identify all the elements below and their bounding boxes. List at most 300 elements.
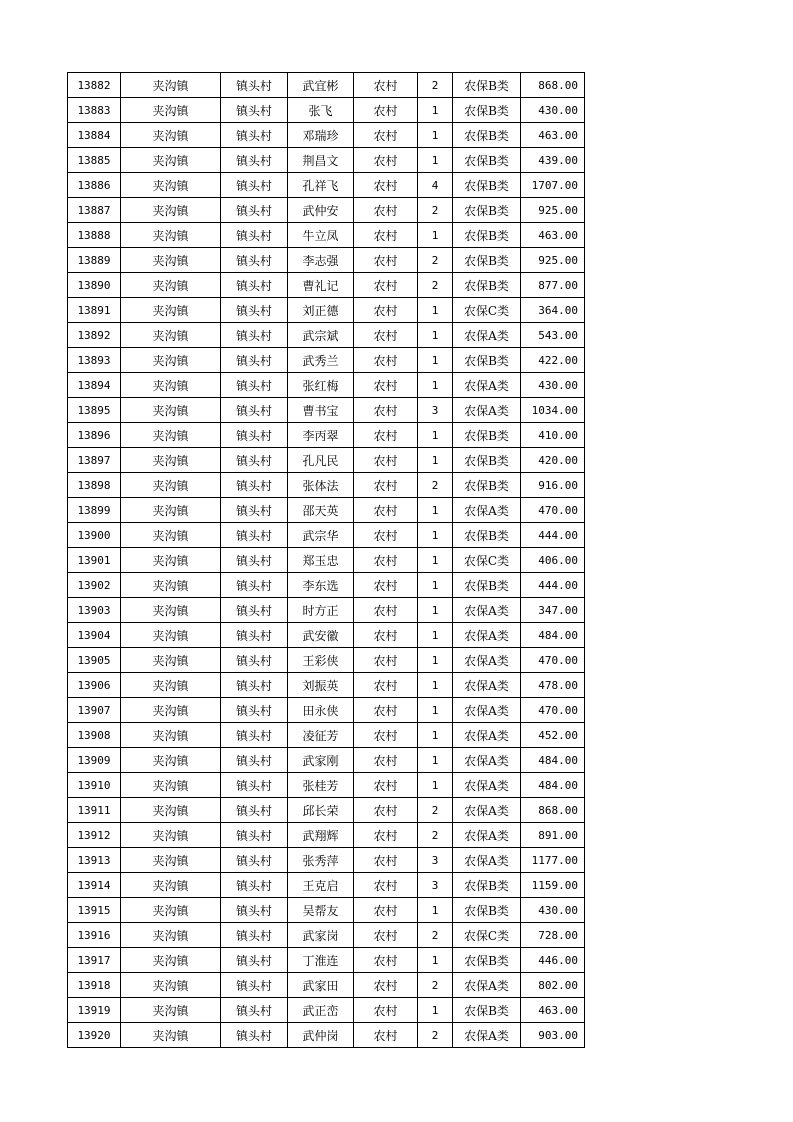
person-name-cell: 吴帮友 (288, 898, 354, 923)
record-id-cell: 13915 (68, 898, 121, 923)
household-type-cell: 农村 (354, 173, 418, 198)
village-cell: 镇头村 (221, 798, 288, 823)
member-count-cell: 2 (418, 73, 453, 98)
record-id-cell: 13916 (68, 923, 121, 948)
town-cell: 夹沟镇 (121, 173, 221, 198)
record-id-cell: 13904 (68, 623, 121, 648)
village-cell: 镇头村 (221, 498, 288, 523)
town-cell: 夹沟镇 (121, 123, 221, 148)
insurance-category-cell: 农保A类 (453, 823, 521, 848)
amount-cell: 364.00 (521, 298, 585, 323)
table-row (68, 273, 585, 298)
village-cell: 镇头村 (221, 848, 288, 873)
insurance-category-cell: 农保A类 (453, 698, 521, 723)
insurance-category-cell: 农保A类 (453, 323, 521, 348)
amount-cell: 430.00 (521, 98, 585, 123)
village-cell: 镇头村 (221, 748, 288, 773)
person-name-cell: 武宗斌 (288, 323, 354, 348)
table-row (68, 823, 585, 848)
record-id-cell: 13913 (68, 848, 121, 873)
household-type-cell: 农村 (354, 348, 418, 373)
person-name-cell: 刘正德 (288, 298, 354, 323)
member-count-cell: 1 (418, 948, 453, 973)
town-cell: 夹沟镇 (121, 98, 221, 123)
household-type-cell: 农村 (354, 873, 418, 898)
member-count-cell: 4 (418, 173, 453, 198)
table-row (68, 473, 585, 498)
member-count-cell: 1 (418, 723, 453, 748)
household-type-cell: 农村 (354, 948, 418, 973)
town-cell: 夹沟镇 (121, 298, 221, 323)
record-id-cell: 13920 (68, 1023, 121, 1048)
town-cell: 夹沟镇 (121, 973, 221, 998)
member-count-cell: 1 (418, 773, 453, 798)
record-id-cell: 13897 (68, 448, 121, 473)
insurance-category-cell: 农保B类 (453, 273, 521, 298)
town-cell: 夹沟镇 (121, 773, 221, 798)
household-type-cell: 农村 (354, 723, 418, 748)
household-type-cell: 农村 (354, 848, 418, 873)
insurance-category-cell: 农保B类 (453, 423, 521, 448)
village-cell: 镇头村 (221, 248, 288, 273)
household-type-cell: 农村 (354, 523, 418, 548)
member-count-cell: 1 (418, 573, 453, 598)
insurance-category-cell: 农保B类 (453, 873, 521, 898)
amount-cell: 925.00 (521, 198, 585, 223)
household-type-cell: 农村 (354, 123, 418, 148)
member-count-cell: 1 (418, 548, 453, 573)
insurance-category-cell: 农保A类 (453, 648, 521, 673)
insurance-category-cell: 农保A类 (453, 1023, 521, 1048)
village-cell: 镇头村 (221, 173, 288, 198)
person-name-cell: 张秀萍 (288, 848, 354, 873)
person-name-cell: 张飞 (288, 98, 354, 123)
person-name-cell: 凌征芳 (288, 723, 354, 748)
record-id-cell: 13908 (68, 723, 121, 748)
record-id-cell: 13900 (68, 523, 121, 548)
member-count-cell: 3 (418, 873, 453, 898)
table-row (68, 98, 585, 123)
amount-cell: 410.00 (521, 423, 585, 448)
person-name-cell: 武秀兰 (288, 348, 354, 373)
person-name-cell: 王克启 (288, 873, 354, 898)
insurance-category-cell: 农保A类 (453, 623, 521, 648)
amount-cell: 543.00 (521, 323, 585, 348)
record-id-cell: 13917 (68, 948, 121, 973)
record-id-cell: 13892 (68, 323, 121, 348)
amount-cell: 484.00 (521, 623, 585, 648)
town-cell: 夹沟镇 (121, 398, 221, 423)
table-row (68, 873, 585, 898)
table-row (68, 798, 585, 823)
household-type-cell: 农村 (354, 998, 418, 1023)
table-row (68, 1023, 585, 1048)
village-cell: 镇头村 (221, 348, 288, 373)
record-id-cell: 13893 (68, 348, 121, 373)
insurance-category-cell: 农保A类 (453, 498, 521, 523)
insurance-category-cell: 农保B类 (453, 573, 521, 598)
record-id-cell: 13886 (68, 173, 121, 198)
person-name-cell: 张体法 (288, 473, 354, 498)
insurance-category-cell: 农保A类 (453, 773, 521, 798)
household-type-cell: 农村 (354, 148, 418, 173)
record-id-cell: 13914 (68, 873, 121, 898)
village-cell: 镇头村 (221, 1023, 288, 1048)
household-type-cell: 农村 (354, 298, 418, 323)
town-cell: 夹沟镇 (121, 898, 221, 923)
person-name-cell: 丁淮连 (288, 948, 354, 973)
person-name-cell: 武安徽 (288, 623, 354, 648)
amount-cell: 406.00 (521, 548, 585, 573)
household-type-cell: 农村 (354, 498, 418, 523)
village-cell: 镇头村 (221, 698, 288, 723)
person-name-cell: 武仲安 (288, 198, 354, 223)
table-row (68, 573, 585, 598)
person-name-cell: 武正峦 (288, 998, 354, 1023)
insurance-category-cell: 农保A类 (453, 973, 521, 998)
record-id-cell: 13901 (68, 548, 121, 573)
amount-cell: 463.00 (521, 123, 585, 148)
village-cell: 镇头村 (221, 598, 288, 623)
member-count-cell: 1 (418, 673, 453, 698)
village-cell: 镇头村 (221, 223, 288, 248)
insurance-category-cell: 农保A类 (453, 373, 521, 398)
insurance-category-cell: 农保A类 (453, 798, 521, 823)
member-count-cell: 1 (418, 648, 453, 673)
insurance-category-cell: 农保B类 (453, 98, 521, 123)
village-cell: 镇头村 (221, 398, 288, 423)
household-type-cell: 农村 (354, 673, 418, 698)
village-cell: 镇头村 (221, 873, 288, 898)
record-id-cell: 13910 (68, 773, 121, 798)
amount-cell: 463.00 (521, 998, 585, 1023)
person-name-cell: 孔祥飞 (288, 173, 354, 198)
member-count-cell: 2 (418, 273, 453, 298)
member-count-cell: 1 (418, 98, 453, 123)
household-type-cell: 农村 (354, 323, 418, 348)
member-count-cell: 3 (418, 848, 453, 873)
table-row (68, 398, 585, 423)
household-type-cell: 农村 (354, 923, 418, 948)
village-cell: 镇头村 (221, 573, 288, 598)
amount-cell: 439.00 (521, 148, 585, 173)
data-table (67, 72, 585, 1048)
person-name-cell: 武家岗 (288, 923, 354, 948)
town-cell: 夹沟镇 (121, 273, 221, 298)
record-id-cell: 13899 (68, 498, 121, 523)
amount-cell: 877.00 (521, 273, 585, 298)
person-name-cell: 郑玉忠 (288, 548, 354, 573)
record-id-cell: 13903 (68, 598, 121, 623)
household-type-cell: 农村 (354, 973, 418, 998)
member-count-cell: 1 (418, 623, 453, 648)
person-name-cell: 李志强 (288, 248, 354, 273)
amount-cell: 925.00 (521, 248, 585, 273)
town-cell: 夹沟镇 (121, 1023, 221, 1048)
town-cell: 夹沟镇 (121, 598, 221, 623)
village-cell: 镇头村 (221, 998, 288, 1023)
member-count-cell: 1 (418, 998, 453, 1023)
insurance-category-cell: 农保B类 (453, 148, 521, 173)
village-cell: 镇头村 (221, 298, 288, 323)
table-row (68, 523, 585, 548)
town-cell: 夹沟镇 (121, 573, 221, 598)
household-type-cell: 农村 (354, 73, 418, 98)
person-name-cell: 田永侠 (288, 698, 354, 723)
amount-cell: 463.00 (521, 223, 585, 248)
village-cell: 镇头村 (221, 523, 288, 548)
person-name-cell: 邵天英 (288, 498, 354, 523)
amount-cell: 868.00 (521, 73, 585, 98)
record-id-cell: 13883 (68, 98, 121, 123)
table-row (68, 173, 585, 198)
table-row (68, 198, 585, 223)
amount-cell: 430.00 (521, 898, 585, 923)
person-name-cell: 武宗华 (288, 523, 354, 548)
record-id-cell: 13906 (68, 673, 121, 698)
person-name-cell: 孔凡民 (288, 448, 354, 473)
person-name-cell: 张红梅 (288, 373, 354, 398)
household-type-cell: 农村 (354, 198, 418, 223)
table-row (68, 123, 585, 148)
table-body (68, 73, 585, 1048)
table-row (68, 948, 585, 973)
amount-cell: 347.00 (521, 598, 585, 623)
village-cell: 镇头村 (221, 948, 288, 973)
member-count-cell: 2 (418, 198, 453, 223)
household-type-cell: 农村 (354, 548, 418, 573)
town-cell: 夹沟镇 (121, 798, 221, 823)
record-id-cell: 13907 (68, 698, 121, 723)
household-type-cell: 农村 (354, 398, 418, 423)
table-row (68, 548, 585, 573)
amount-cell: 444.00 (521, 573, 585, 598)
person-name-cell: 武宜彬 (288, 73, 354, 98)
person-name-cell: 荆昌文 (288, 148, 354, 173)
household-type-cell: 农村 (354, 1023, 418, 1048)
member-count-cell: 2 (418, 923, 453, 948)
record-id-cell: 13911 (68, 798, 121, 823)
record-id-cell: 13902 (68, 573, 121, 598)
table-row (68, 448, 585, 473)
person-name-cell: 李丙翠 (288, 423, 354, 448)
person-name-cell: 武家田 (288, 973, 354, 998)
insurance-category-cell: 农保B类 (453, 123, 521, 148)
village-cell: 镇头村 (221, 823, 288, 848)
member-count-cell: 1 (418, 148, 453, 173)
table-row (68, 673, 585, 698)
record-id-cell: 13884 (68, 123, 121, 148)
household-type-cell: 农村 (354, 798, 418, 823)
insurance-category-cell: 农保A类 (453, 673, 521, 698)
insurance-category-cell: 农保A类 (453, 598, 521, 623)
member-count-cell: 2 (418, 798, 453, 823)
village-cell: 镇头村 (221, 673, 288, 698)
record-id-cell: 13909 (68, 748, 121, 773)
household-type-cell: 农村 (354, 748, 418, 773)
amount-cell: 430.00 (521, 373, 585, 398)
table-row (68, 723, 585, 748)
household-type-cell: 农村 (354, 598, 418, 623)
member-count-cell: 2 (418, 473, 453, 498)
insurance-category-cell: 农保C类 (453, 548, 521, 573)
table-row (68, 148, 585, 173)
village-cell: 镇头村 (221, 473, 288, 498)
amount-cell: 478.00 (521, 673, 585, 698)
amount-cell: 446.00 (521, 948, 585, 973)
town-cell: 夹沟镇 (121, 473, 221, 498)
household-type-cell: 农村 (354, 223, 418, 248)
amount-cell: 1159.00 (521, 873, 585, 898)
member-count-cell: 1 (418, 898, 453, 923)
insurance-category-cell: 农保B类 (453, 948, 521, 973)
household-type-cell: 农村 (354, 98, 418, 123)
household-type-cell: 农村 (354, 423, 418, 448)
town-cell: 夹沟镇 (121, 673, 221, 698)
amount-cell: 916.00 (521, 473, 585, 498)
record-id-cell: 13896 (68, 423, 121, 448)
village-cell: 镇头村 (221, 198, 288, 223)
insurance-category-cell: 农保C类 (453, 298, 521, 323)
insurance-category-cell: 农保A类 (453, 748, 521, 773)
table-row (68, 923, 585, 948)
village-cell: 镇头村 (221, 273, 288, 298)
household-type-cell: 农村 (354, 823, 418, 848)
insurance-category-cell: 农保A类 (453, 723, 521, 748)
table-row (68, 598, 585, 623)
town-cell: 夹沟镇 (121, 998, 221, 1023)
amount-cell: 891.00 (521, 823, 585, 848)
insurance-category-cell: 农保B类 (453, 473, 521, 498)
table-row (68, 373, 585, 398)
insurance-category-cell: 农保B类 (453, 998, 521, 1023)
village-cell: 镇头村 (221, 73, 288, 98)
table-row (68, 698, 585, 723)
household-type-cell: 农村 (354, 573, 418, 598)
town-cell: 夹沟镇 (121, 448, 221, 473)
table-row (68, 898, 585, 923)
record-id-cell: 13887 (68, 198, 121, 223)
village-cell: 镇头村 (221, 123, 288, 148)
village-cell: 镇头村 (221, 648, 288, 673)
record-id-cell: 13882 (68, 73, 121, 98)
member-count-cell: 1 (418, 123, 453, 148)
member-count-cell: 1 (418, 298, 453, 323)
member-count-cell: 1 (418, 598, 453, 623)
record-id-cell: 13885 (68, 148, 121, 173)
household-type-cell: 农村 (354, 273, 418, 298)
member-count-cell: 2 (418, 1023, 453, 1048)
insurance-category-cell: 农保B类 (453, 198, 521, 223)
record-id-cell: 13919 (68, 998, 121, 1023)
village-cell: 镇头村 (221, 723, 288, 748)
town-cell: 夹沟镇 (121, 648, 221, 673)
member-count-cell: 1 (418, 748, 453, 773)
person-name-cell: 王彩侠 (288, 648, 354, 673)
insurance-category-cell: 农保B类 (453, 248, 521, 273)
person-name-cell: 邱长荣 (288, 798, 354, 823)
amount-cell: 452.00 (521, 723, 585, 748)
table-row (68, 998, 585, 1023)
household-type-cell: 农村 (354, 448, 418, 473)
amount-cell: 422.00 (521, 348, 585, 373)
town-cell: 夹沟镇 (121, 948, 221, 973)
table-row (68, 748, 585, 773)
amount-cell: 484.00 (521, 748, 585, 773)
record-id-cell: 13890 (68, 273, 121, 298)
town-cell: 夹沟镇 (121, 548, 221, 573)
member-count-cell: 1 (418, 323, 453, 348)
amount-cell: 420.00 (521, 448, 585, 473)
member-count-cell: 1 (418, 498, 453, 523)
member-count-cell: 1 (418, 348, 453, 373)
table-row (68, 648, 585, 673)
insurance-category-cell: 农保B类 (453, 173, 521, 198)
table-row (68, 298, 585, 323)
village-cell: 镇头村 (221, 373, 288, 398)
town-cell: 夹沟镇 (121, 748, 221, 773)
household-type-cell: 农村 (354, 623, 418, 648)
insurance-category-cell: 农保B类 (453, 523, 521, 548)
insurance-category-cell: 农保B类 (453, 898, 521, 923)
town-cell: 夹沟镇 (121, 148, 221, 173)
person-name-cell: 张桂芳 (288, 773, 354, 798)
household-type-cell: 农村 (354, 373, 418, 398)
village-cell: 镇头村 (221, 773, 288, 798)
town-cell: 夹沟镇 (121, 373, 221, 398)
amount-cell: 1707.00 (521, 173, 585, 198)
amount-cell: 1177.00 (521, 848, 585, 873)
member-count-cell: 2 (418, 823, 453, 848)
amount-cell: 470.00 (521, 648, 585, 673)
town-cell: 夹沟镇 (121, 348, 221, 373)
record-id-cell: 13888 (68, 223, 121, 248)
record-id-cell: 13891 (68, 298, 121, 323)
table-row (68, 498, 585, 523)
town-cell: 夹沟镇 (121, 523, 221, 548)
member-count-cell: 1 (418, 523, 453, 548)
person-name-cell: 武翔辉 (288, 823, 354, 848)
table-row (68, 773, 585, 798)
village-cell: 镇头村 (221, 548, 288, 573)
person-name-cell: 刘振英 (288, 673, 354, 698)
amount-cell: 444.00 (521, 523, 585, 548)
amount-cell: 484.00 (521, 773, 585, 798)
person-name-cell: 李东选 (288, 573, 354, 598)
member-count-cell: 1 (418, 223, 453, 248)
amount-cell: 868.00 (521, 798, 585, 823)
village-cell: 镇头村 (221, 623, 288, 648)
town-cell: 夹沟镇 (121, 923, 221, 948)
village-cell: 镇头村 (221, 148, 288, 173)
table-row (68, 973, 585, 998)
village-cell: 镇头村 (221, 323, 288, 348)
household-type-cell: 农村 (354, 698, 418, 723)
household-type-cell: 农村 (354, 898, 418, 923)
town-cell: 夹沟镇 (121, 848, 221, 873)
person-name-cell: 武仲岗 (288, 1023, 354, 1048)
household-type-cell: 农村 (354, 648, 418, 673)
town-cell: 夹沟镇 (121, 698, 221, 723)
person-name-cell: 武家刚 (288, 748, 354, 773)
member-count-cell: 2 (418, 248, 453, 273)
insurance-category-cell: 农保A类 (453, 398, 521, 423)
amount-cell: 470.00 (521, 698, 585, 723)
town-cell: 夹沟镇 (121, 73, 221, 98)
table-row (68, 848, 585, 873)
village-cell: 镇头村 (221, 423, 288, 448)
member-count-cell: 1 (418, 373, 453, 398)
